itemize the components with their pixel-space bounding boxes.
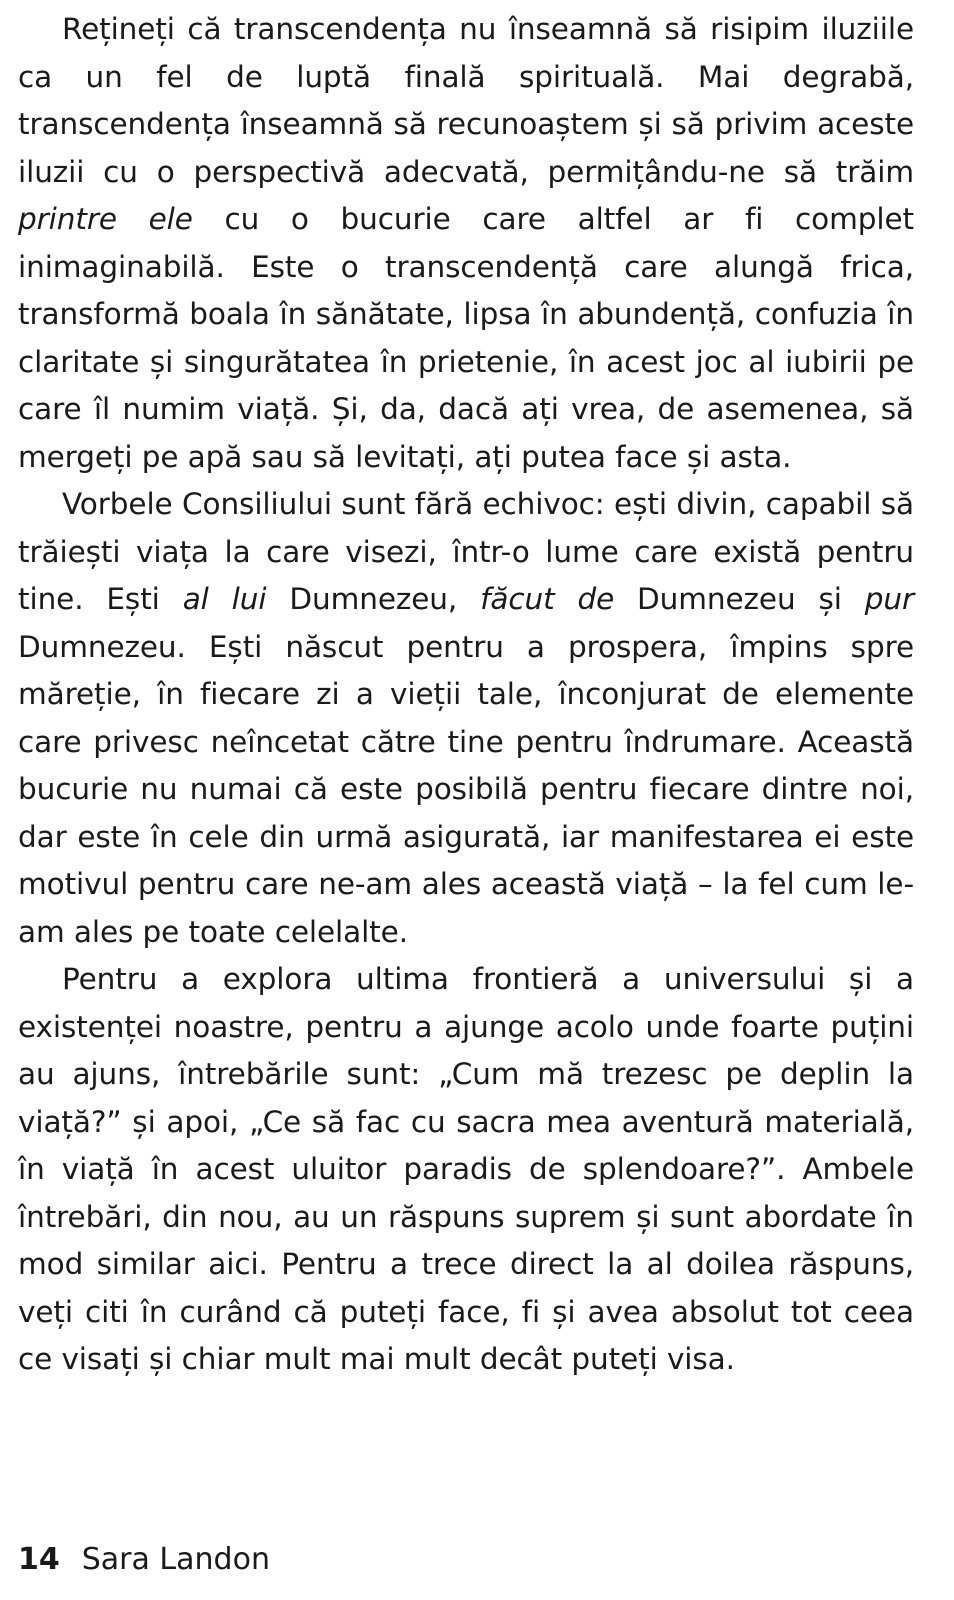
text-run: Dumnezeu și <box>614 582 865 616</box>
page-footer <box>18 1540 270 1580</box>
text-run: Vorbele Consiliului sunt fără echivoc: ești divin, capabil să trăiești viața la care visezi, într-o lume care există pentru tine. Ești <box>18 487 914 616</box>
text-run: Rețineți că transcendența nu înseamnă să risipim iluziile ca un fel de luptă finală spirituală. Mai degrabă, transcendența înseamnă să recunoaștem și să privim aceste iluzii cu o perspectivă adecvată, permițându-ne să trăim <box>18 12 914 189</box>
text-run: Pentru a explora ultima frontieră a universului și a existenței noastre, pentru a ajunge acolo unde foarte puțini au ajuns, întrebările sunt: „Cum mă trezesc pe deplin la viață?” și apoi, „Ce să fac cu sacra mea aventură materială, în viață în acest uluitor paradis de splendoare?”. Ambele întrebări, din nou, au un răspuns suprem și sunt abordate în mod similar aici. Pentru a trece direct la al doilea răspuns, veți citi în curând că puteți face, fi și avea absolut tot ceea ce visați și chiar mult mai mult decât puteți visa. <box>18 962 914 1376</box>
paragraph-2 <box>18 481 914 956</box>
italic-run: pur <box>864 582 915 616</box>
text-run: Dumnezeu. Ești născut pentru a prospera, împins spre măreție, în fiecare zi a vieții tale, înconjurat de elemente care privesc neîncetat către tine pentru îndrumare. Această bucurie nu numai că este posibilă pentru fiecare dintre noi, dar este în cele din urmă asigurată, iar manifestarea ei este motivul pentru care ne-am ales această viață – la fel cum le-am ales pe toate celelalte. <box>18 629 914 949</box>
text-run: Dumnezeu, <box>266 582 481 616</box>
italic-run: al lui <box>182 582 267 616</box>
author-name: Sara Landon <box>81 1542 270 1577</box>
page-number: 14 <box>18 1542 60 1577</box>
paragraph-3 <box>18 956 914 1384</box>
text-run: cu o bucurie care altfel ar fi complet inimaginabilă. Este o transcendență care alungă frica, transformă boala în sănătate, lipsa în abundență, confuzia în claritate și singurătatea în prietenie, în acest joc al iubirii pe care îl numim viață. Și, da, dacă ați vrea, de asemenea, să mergeți pe apă sau să levitați, ați putea face și asta. <box>18 202 914 474</box>
body-text <box>18 6 914 1384</box>
paragraph-1 <box>18 6 914 481</box>
italic-run: făcut de <box>480 582 615 616</box>
italic-run: printre ele <box>18 202 193 236</box>
